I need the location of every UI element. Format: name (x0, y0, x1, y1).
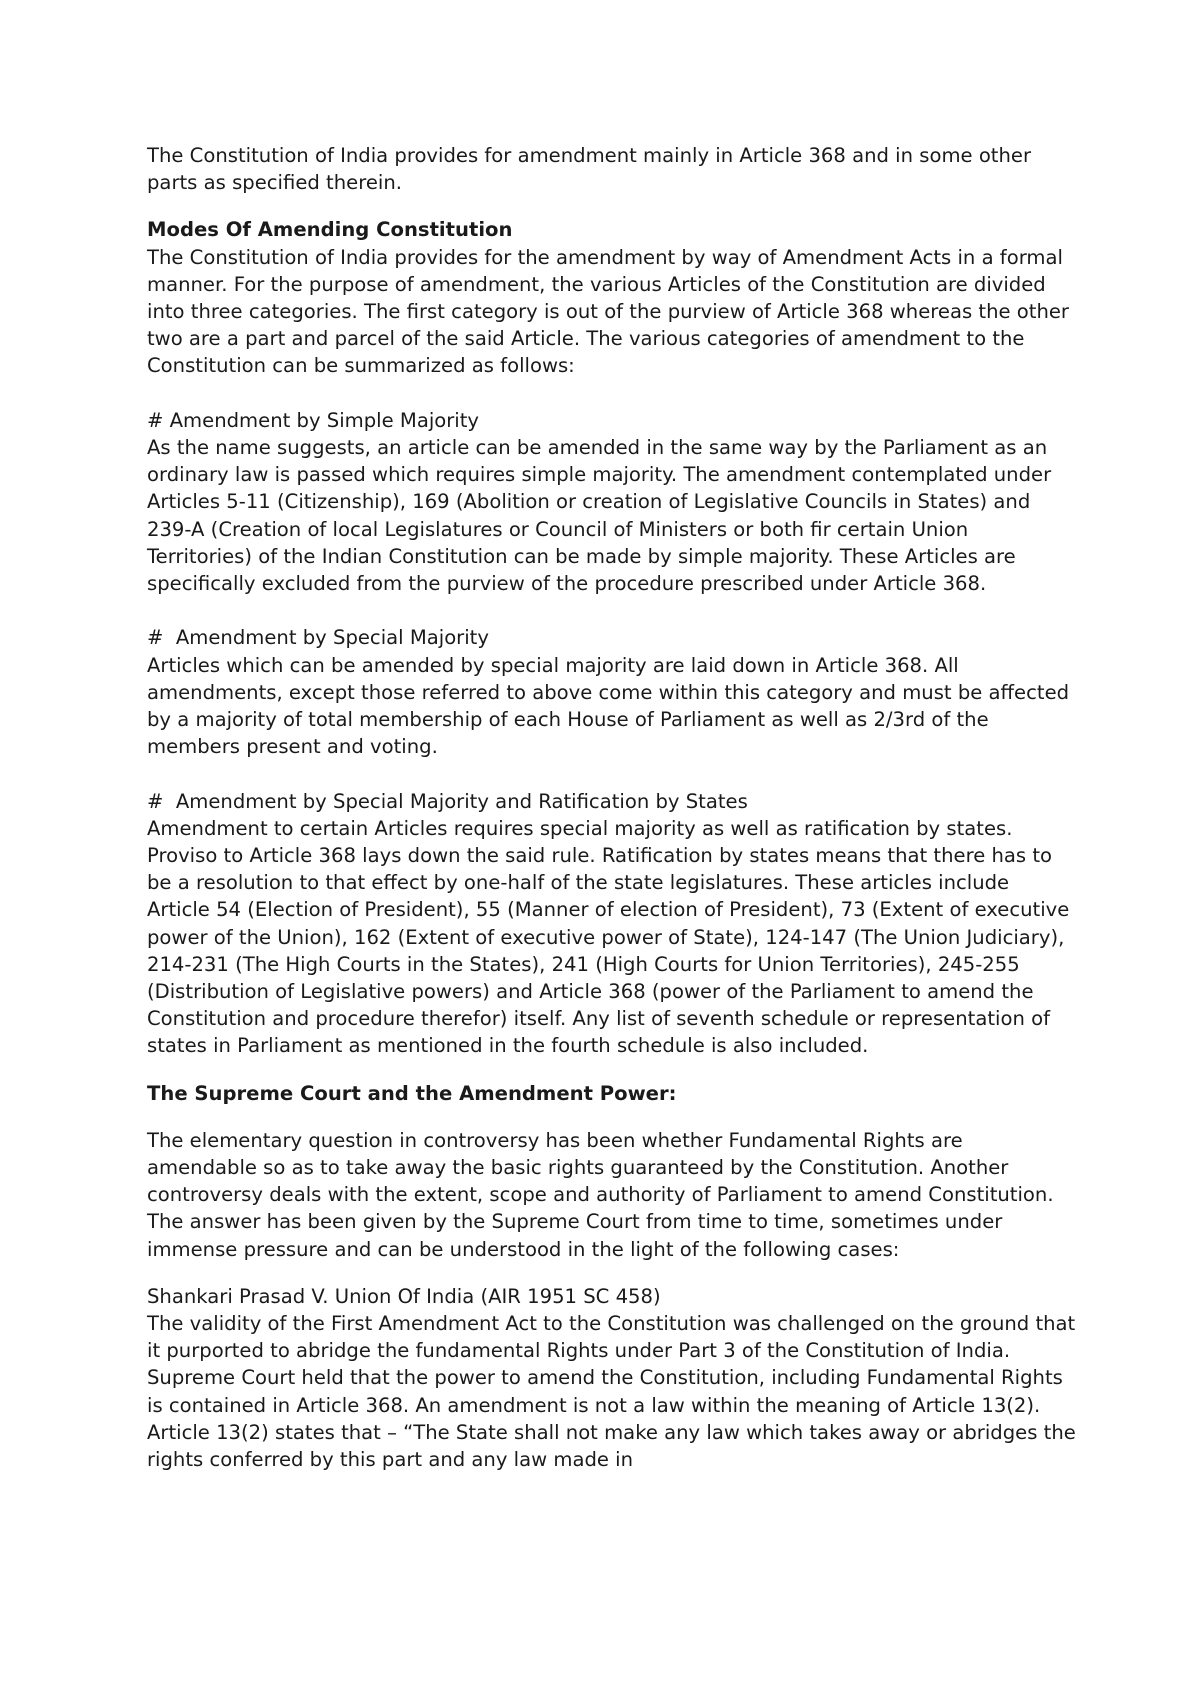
ratification-heading: # Amendment by Special Majority and Ratification by States (147, 789, 748, 813)
special-majority-heading: # Amendment by Special Majority (147, 626, 489, 650)
intro-paragraph: The Constitution of India provides for amendment mainly in Article 368 and in some other parts as specified therein. (147, 144, 1032, 195)
supreme-court-paragraph: The elementary question in controversy has been whether Fundamental Rights are amendable so as to take away the basic rights guaranteed by the Constitution. Another controversy deals with the extent, scope and authority of Parliament to amend Constitution. The answer has been given by the Supreme Court from time to time, sometimes under immense pressure and can be understood in the light of the following cases: (147, 1128, 1054, 1261)
modes-heading: Modes Of Amending Constitution (147, 218, 513, 242)
modes-paragraph: The Constitution of India provides for the amendment by way of Amendment Acts in a formal manner. For the purpose of amendment, the various Articles of the Constitution are divided into three categories. The first category is out of the purview of Article 368 whereas the other two are a part and parcel of the said Article. The various categories of amendment to the Constitution can be summarized as follows: (147, 245, 1069, 378)
ratification-paragraph: Amendment to certain Articles requires special majority as well as ratification by states. Proviso to Article 368 lays down the said rule. Ratification by states means that there has to be a resolution to that effect by one-half of the state legislatures. These articles include Article 54 (Election of President), 55 (Manner of election of President), 73 (Extent of executive power of the Union), 162 (Extent of executive power of State), 124-147 (The Union Judiciary), 214-231 (The High Courts in the States), 241 (High Courts for Union Territories), 245-255 (Distribution of Legislative powers) and Article 368 (power of the Parliament to amend the Constitution and procedure therefor) itself. Any list of seventh schedule or representation of states in Parliament as mentioned in the fourth schedule is also included. (147, 816, 1070, 1058)
document-body (147, 142, 1077, 1473)
case-title: Shankari Prasad V. Union Of India (AIR 1951 SC 458) (147, 1284, 661, 1308)
supreme-court-heading: The Supreme Court and the Amendment Power: (147, 1081, 677, 1105)
case-paragraph: The validity of the First Amendment Act to the Constitution was challenged on the ground that it purported to abridge the fundamental Rights under Part 3 of the Constitution of India. Supreme Court held that the power to amend the Constitution, including Fundamental Rights is contained in Article 368. An amendment is not a law within the meaning of Article 13(2). Article 13(2) states that – “The State shall not make any law which takes away or abridges the rights conferred by this part and any law made in (147, 1312, 1076, 1472)
simple-majority-heading: # Amendment by Simple Majority (147, 408, 480, 432)
special-majority-paragraph: Articles which can be amended by special majority are laid down in Article 368. All amendments, except those referred to above come within this category and must be affected by a majority of total membership of each House of Parliament as well as 2/3rd of the members present and voting. (147, 653, 1070, 759)
simple-majority-paragraph: As the name suggests, an article can be amended in the same way by the Parliament as an ordinary law is passed which requires simple majority. The amendment contemplated under Articles 5-11 (Citizenship), 169 (Abolition or creation of Legislative Councils in States) and 239-A (Creation of local Legislatures or Council of Ministers or both fir certain Union Territories) of the Indian Constitution can be made by simple majority. These Articles are specifically excluded from the purview of the procedure prescribed under Article 368. (147, 436, 1052, 596)
